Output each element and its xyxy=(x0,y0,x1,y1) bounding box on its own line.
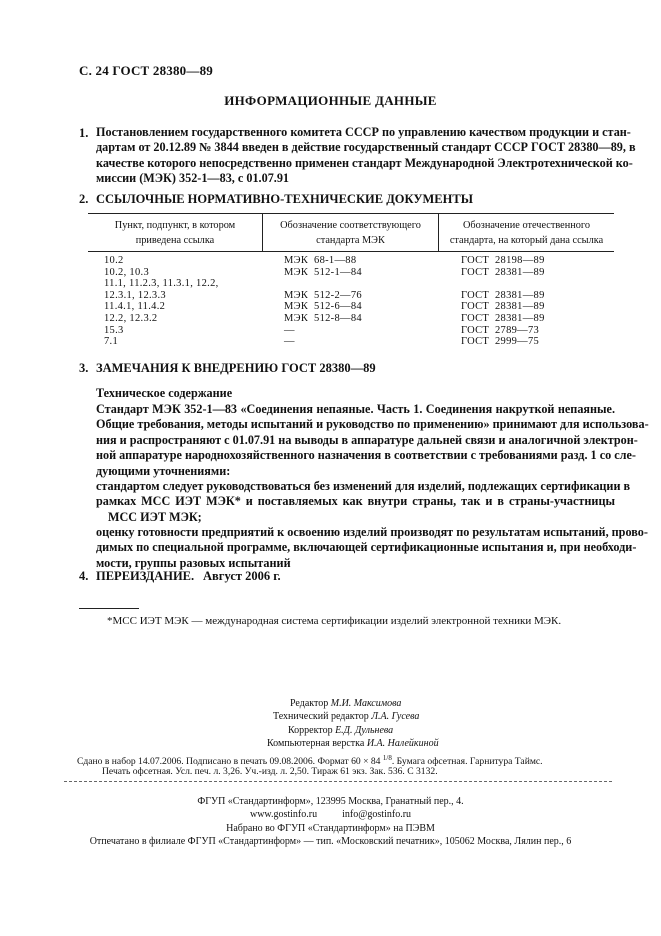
section-2-number: 2. xyxy=(79,192,89,206)
para-line: ния и распространяют с 01.07.91 на выводы в аппаратуре дальней связи и аналогичной электрон- xyxy=(96,432,638,447)
table-header-line: стандарта МЭК xyxy=(316,235,385,246)
para-line: оценку готовности предприятий к освоению изделий производят по результатам испытаний, прово- xyxy=(96,525,648,539)
section-1-text xyxy=(96,125,636,187)
table-header-line: стандарта, на который дана ссылка xyxy=(449,235,604,246)
section-1-line: качестве которого непосредственно применен стандарт Международной Электротехнической ко- xyxy=(96,155,633,170)
tech-editor-label: Технический редактор xyxy=(273,711,369,723)
table-col-clause: 10.2 10.2, 10.3 11.1, 11.2.3, 11.3.1, 12.2, 12.3.1, 12.3.3 11.4.1, 11.4.2 12.2, 12.3.2 15.3 7.1 xyxy=(104,255,219,348)
publisher-block xyxy=(0,795,661,848)
section-1-number: 1. xyxy=(79,126,89,140)
para-line: димых по специальной программе, включающей сертификационные испытания и, при необходи- xyxy=(96,540,637,555)
page-title: ИНФОРМАЦИОННЫЕ ДАННЫЕ xyxy=(224,93,437,108)
section-1-line: дартам от 20.12.89 № 3844 введен в действие государственный стандарт СССР ГОСТ 28380—89, в xyxy=(96,140,636,155)
tech-editor-name: Л.А. Гусева xyxy=(371,711,420,723)
para-line: мости, группы разовых испытаний xyxy=(96,555,291,570)
para-line: стандартом следует руководствоваться без изменений для изделий, подлежащих сертификации в xyxy=(96,479,631,493)
references-table xyxy=(88,213,614,351)
table-col-gost: ГОСТ 28198—89 ГОСТ 28381—89 ГОСТ 28381—89 ГОСТ 28381—89 ГОСТ 28381—89 ГОСТ 2789—73 ГОСТ 2999—75 xyxy=(461,255,545,348)
corrector-label: Корректор xyxy=(288,724,333,736)
imprint-text: . Бумага офсетная. Гарнитура Таймс. xyxy=(391,756,543,768)
publisher-line: Набрано во ФГУП «Стандартинформ» на ПЭВМ xyxy=(226,822,435,834)
section-2-heading: ССЫЛОЧНЫЕ НОРМАТИВНО-ТЕХНИЧЕСКИЕ ДОКУМЕНТЫ xyxy=(96,192,473,206)
layout-label: Компьютерная верстка xyxy=(267,737,365,749)
para-line: Общие требования, методы испытаний и руководство по применению» принимают для использова- xyxy=(96,417,649,432)
table-header-line: Пункт, подпункт, в котором xyxy=(114,220,236,231)
para-line: Стандарт МЭК 352-1—83 «Соединения непаяные. Часть 1. Соединения накруткой непаяные. xyxy=(96,402,615,416)
section-3-number: 3. xyxy=(79,361,89,375)
para-line: ной аппаратуре народнохозяйственного назначения в соответствии с требованиями разд. 1 со сле- xyxy=(96,448,636,463)
editor-label: Редактор xyxy=(290,698,329,709)
footnote-rule xyxy=(79,608,139,609)
table-header-cell xyxy=(263,218,438,248)
para-line: дующими уточнениями: xyxy=(96,463,231,478)
para-line: рамках МСС ИЭТ МЭК* и поставляемых как внутри страны, так и в страны-участницы xyxy=(96,494,615,509)
imprint-separator xyxy=(64,781,612,782)
table-header-line: Обозначение соответствующего xyxy=(280,220,421,231)
section-4-heading: ПЕРЕИЗДАНИЕ. xyxy=(96,569,195,583)
table-top-rule xyxy=(88,213,614,214)
imprint-text: Сдано в набор 14.07.2006. Подписано в печать 09.08.2006. Формат 60 × 84 xyxy=(77,756,383,768)
section-1-line: Постановлением государственного комитета СССР по управлению качеством продукции и стан- xyxy=(96,125,631,139)
corrector-name: Е.Д. Дульнева xyxy=(335,724,394,736)
credits-block xyxy=(267,697,439,750)
section-3-para-2 xyxy=(96,479,631,525)
para-line: МСС ИЭТ МЭК; xyxy=(108,509,202,524)
publisher-line: Отпечатано в филиале ФГУП «Стандартинформ» — тип. «Московский печатник», 105062 Москва, Лялин пер., 6 xyxy=(89,835,572,847)
table-col-iec: МЭК 68-1—88 МЭК 512-1—84 МЭК 512-2—76 МЭК 512-6—84 МЭК 512-8—84 — — xyxy=(284,255,362,348)
editor-name: М.И. Максимова xyxy=(330,698,402,709)
format-fraction: 1/8 xyxy=(382,754,392,762)
publisher-line: ФГУП «Стандартинформ», 123995 Москва, Гранатный пер., 4. xyxy=(197,796,464,807)
layout-name: И.А. Налейкиной xyxy=(366,737,439,749)
table-header-cell xyxy=(88,218,262,248)
table-header-cell xyxy=(439,218,614,248)
table-header-line: приведена ссылка xyxy=(135,235,215,246)
section-3-para-3 xyxy=(96,525,648,571)
section-4-date: Август 2006 г. xyxy=(203,569,281,583)
section-3-para-1 xyxy=(96,402,649,479)
section-4-number: 4. xyxy=(79,569,89,583)
page-header: С. 24 ГОСТ 28380—89 xyxy=(79,63,213,78)
publisher-line: www.gostinfo.ru info@gostinfo.ru xyxy=(249,809,412,821)
section-3-heading: ЗАМЕЧАНИЯ К ВНЕДРЕНИЮ ГОСТ 28380—89 xyxy=(96,361,376,375)
section-1-line: миссии (МЭК) 352-1—83, с 01.07.91 xyxy=(96,171,290,186)
table-header-line: Обозначение отечественного xyxy=(462,220,591,231)
section-3-subheading: Техническое содержание xyxy=(96,386,233,400)
imprint-line-2: Печать офсетная. Усл. печ. л. 3,26. Уч.-изд. л. 2,50. Тираж 61 экз. Зак. 536. С 3132. xyxy=(102,766,438,777)
footnote: *МСС ИЭТ МЭК — международная система сертификации изделий электронной техники МЭК. xyxy=(107,615,562,627)
table-header-rule xyxy=(88,251,614,252)
